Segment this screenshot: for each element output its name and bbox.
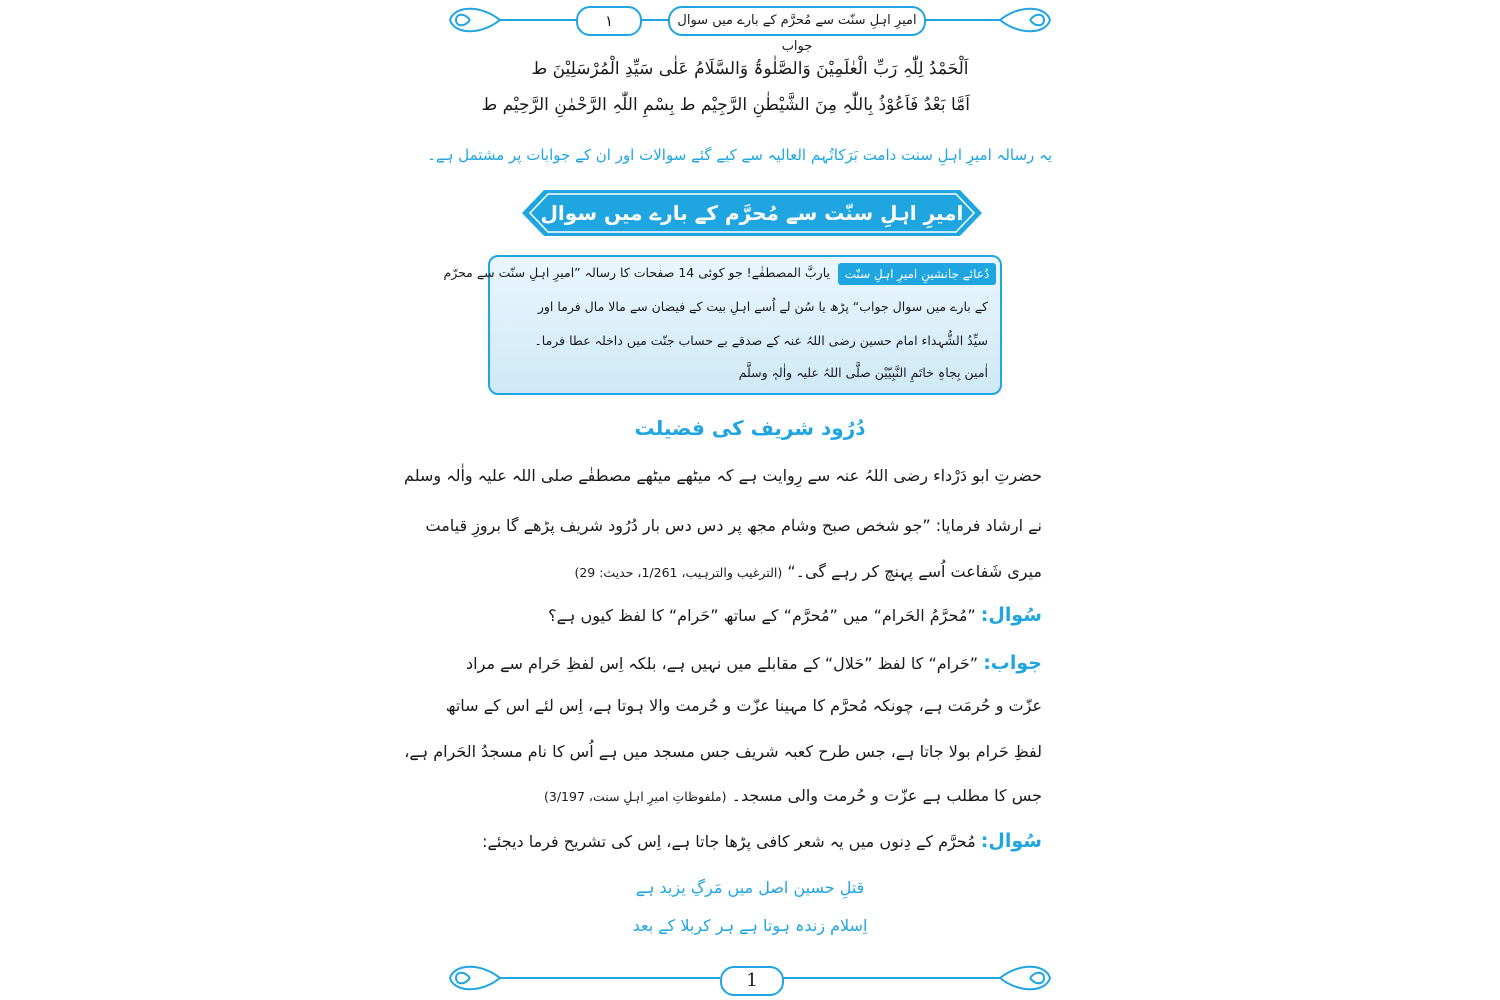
arabic-line-2: اَمَّا بَعْدُ فَاَعُوْذُ بِاللّٰہِ مِنَ الشَّیْطٰنِ الرَّجِیْم ط بِسْمِ اللّٰہِ الرَّحْمٰنِ الرَّحِیْم ط — [481, 95, 970, 115]
question-2-text: مُحرَّم کے دِنوں میں یہ شعر کافی پڑھا جاتا ہے، اِس کی تشریح فرما دیجئے: — [482, 832, 976, 851]
page-title: امیرِ اہلِ سنّت سے مُحرَّم کے بارے میں سوال — [540, 201, 964, 225]
question-2 — [452, 830, 1042, 852]
document-page — [404, 0, 1060, 1000]
arabic-line-1: اَلْحَمْدُ لِلّٰہِ رَبِّ الْعٰلَمِیْنَ وَالصَّلٰوۃُ وَالسَّلَامُ عَلٰی سَیِّدِ الْمُرْسَلِیْنَ ط — [531, 59, 969, 79]
section-heading: دُرُود شریف کی فضیلت — [634, 416, 866, 440]
dua-box — [443, 255, 1002, 395]
footer-page-number: 1 — [720, 966, 784, 996]
hadith-reference: (الترغیب والترہیب، 1/261، حدیث: 29) — [574, 565, 783, 580]
answer-1-line-3: لفظِ حَرام بولا جاتا ہے، جس طرح کعبہ شریف جس مسجد میں ہے اُس کا نام مسجدُ الحَرام ہے، — [404, 742, 1042, 761]
dua-line-4: اٰمین بِجاہِ خاتَمِ النَّبِیّیْن صلَّی اللہُ علیہ واٰلہٖ وسلَّم — [738, 365, 988, 380]
question-1 — [452, 604, 1042, 626]
question-2-label: سُوال: — [980, 830, 1042, 852]
body-line-3-text: میری شَفاعت اُسے پہنچ کر رہے گی۔“ — [787, 562, 1042, 581]
title-banner — [522, 190, 982, 236]
dua-line-2: کے بارے میں سوال جواب“ پڑھ یا سُن لے اُسے اہلِ بیت کے فیضان سے مالا مال فرما اور — [537, 299, 988, 314]
poem-line-2: اِسلام زندہ ہوتا ہے ہر کربلا کے بعد — [632, 916, 868, 935]
footer-ornament — [440, 958, 1060, 998]
body-line-3 — [452, 562, 1042, 581]
dua-line-1: یاربَّ المصطفٰے! جو کوئی 14 صفحات کا رسالہ ”امیرِ اہلِ سنّت سے محرّم — [443, 265, 830, 280]
poem-line-1: قتلِ حسین اصل میں مَرگِ یزید ہے — [635, 878, 865, 897]
body-line-2: نے ارشاد فرمایا: ”جو شخص صبح وشام مجھ پر دس دس بار دُرُود شریف پڑھے گا بروزِ قیامت — [425, 516, 1042, 535]
header-ornament — [440, 0, 1060, 54]
question-1-label: سُوال: — [980, 604, 1042, 626]
intro-note: یہ رسالہ امیرِ اہلِ سنت دامت بَرَکاتُہم العالیہ سے کیے گئے سوالات اور ان کے جوابات پر مشتمل ہے۔ — [427, 146, 1052, 164]
answer-1-label: جواب: — [983, 652, 1042, 674]
answer-1-text-1: ”حَرام“ کا لفظ ”حَلال“ کے مقابلے میں نہیں ہے، بلکہ اِس لفظِ حَرام سے مراد — [466, 654, 979, 673]
answer-1-text-4: جس کا مطلب ہے عزّت و حُرمت والی مسجد۔ — [731, 786, 1042, 805]
malfuzat-reference: (ملفوظاتِ امیرِ اہلِ سنت، 3/197) — [543, 789, 727, 804]
dua-line-3: سیِّدُ الشُّہداء امام حسین رضی اللہُ عنہ کے صدقے بے حساب جنّت میں داخلہ عطا فرما۔ — [534, 333, 988, 348]
dua-tab-label: دُعائے جانشینِ امیرِ اہلِ سنّت — [838, 263, 996, 285]
body-line-1: حضرتِ ابو دَرْداء رضی اللہُ عنہ سے رِوایت ہے کہ میٹھے میٹھے مصطفٰے صلی اللہ علیہ واٰلہ وسلم — [404, 466, 1042, 485]
answer-1-line-1 — [452, 652, 1042, 674]
question-1-text: ”مُحرَّمُ الحَرام“ میں ”مُحرَّم“ کے ساتھ ”حَرام“ کا لفظ کیوں ہے؟ — [548, 606, 976, 625]
header-page-number: ۱ — [576, 6, 642, 36]
running-header-title: امیرِ اہلِ سنّت سے مُحرَّم کے بارے میں سوال جواب — [668, 6, 926, 36]
answer-1-line-4 — [452, 786, 1042, 805]
answer-1-line-2: عزّت و حُرمَت ہے، چونکہ مُحرَّم کا مہینا عزّت و حُرمت والا ہوتا ہے، اِس لئے اس کے ساتھ — [445, 696, 1042, 715]
